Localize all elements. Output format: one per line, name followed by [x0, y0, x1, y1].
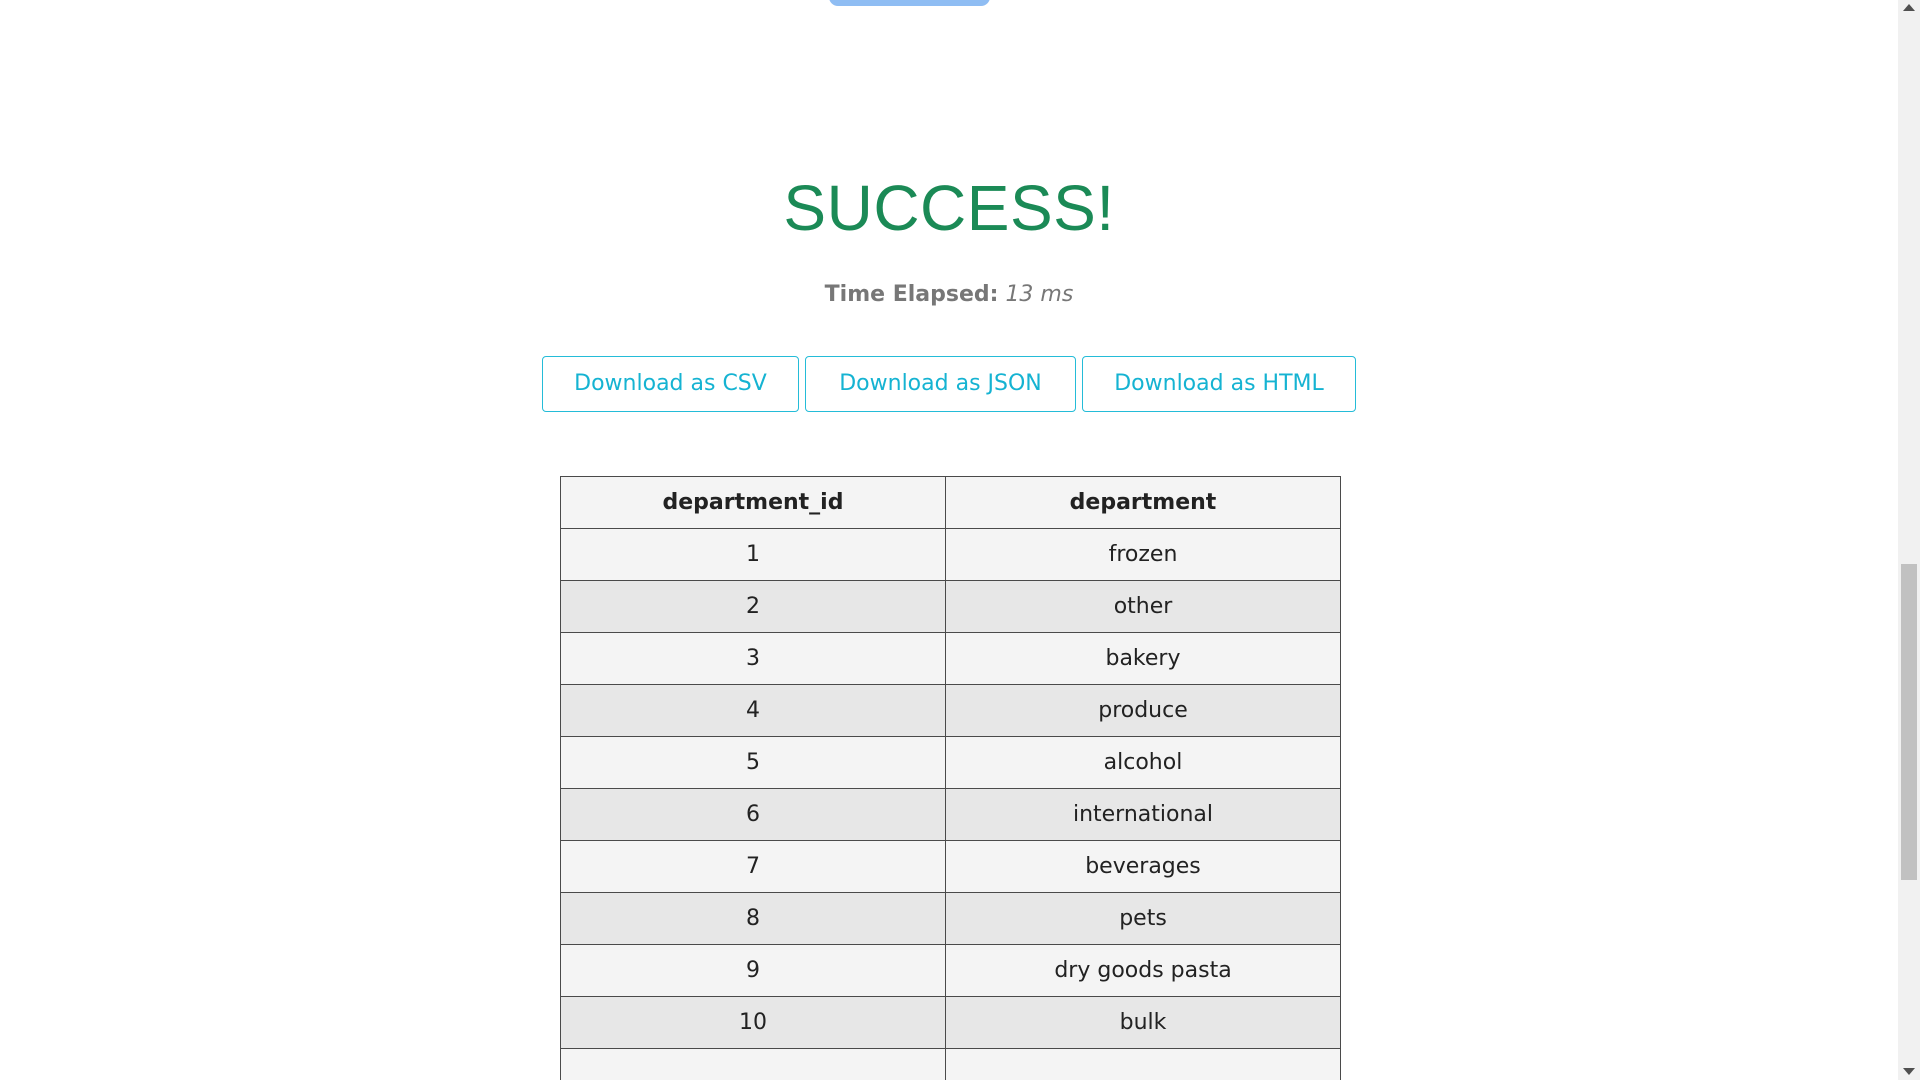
download-csv-button[interactable]: Download as CSV — [542, 356, 799, 412]
department-cell: beverages — [946, 841, 1341, 893]
table-row — [561, 737, 1341, 789]
table-row — [561, 633, 1341, 685]
table-header-row — [561, 477, 1341, 529]
table-row — [561, 529, 1341, 581]
time-elapsed — [0, 281, 1898, 309]
download-button-group — [542, 356, 1356, 412]
download-html-button[interactable]: Download as HTML — [1082, 356, 1356, 412]
run-query-button[interactable] — [829, 0, 990, 6]
column-header-department: department — [946, 477, 1341, 529]
department-cell: other — [946, 581, 1341, 633]
table-row — [561, 685, 1341, 737]
department-id-cell: 6 — [561, 789, 946, 841]
department-id-cell — [561, 1049, 946, 1080]
department-cell: pets — [946, 893, 1341, 945]
time-elapsed-value: 13 ms — [1005, 282, 1074, 307]
table-row — [561, 1049, 1341, 1080]
table-row — [561, 581, 1341, 633]
department-cell: international — [946, 789, 1341, 841]
table-row — [561, 841, 1341, 893]
department-cell: dry goods pasta — [946, 945, 1341, 997]
download-json-button[interactable]: Download as JSON — [805, 356, 1076, 412]
department-cell: bulk — [946, 997, 1341, 1049]
department-cell — [946, 1049, 1341, 1080]
column-header-department-id: department_id — [561, 477, 946, 529]
department-id-cell: 10 — [561, 997, 946, 1049]
scroll-up-arrow-icon[interactable] — [1903, 4, 1915, 11]
table-row — [561, 997, 1341, 1049]
department-id-cell: 3 — [561, 633, 946, 685]
time-elapsed-label: Time Elapsed: — [824, 282, 999, 307]
vertical-scrollbar[interactable] — [1898, 0, 1920, 1080]
results-table — [560, 476, 1341, 1080]
table-row — [561, 893, 1341, 945]
department-cell: produce — [946, 685, 1341, 737]
department-id-cell: 8 — [561, 893, 946, 945]
department-id-cell: 1 — [561, 529, 946, 581]
department-cell: bakery — [946, 633, 1341, 685]
department-id-cell: 5 — [561, 737, 946, 789]
department-cell: alcohol — [946, 737, 1341, 789]
scrollbar-thumb[interactable] — [1901, 564, 1917, 880]
department-id-cell: 2 — [561, 581, 946, 633]
department-id-cell: 4 — [561, 685, 946, 737]
table-row — [561, 789, 1341, 841]
department-cell: frozen — [946, 529, 1341, 581]
table-row — [561, 945, 1341, 997]
scroll-down-arrow-icon[interactable] — [1903, 1068, 1915, 1075]
department-id-cell: 9 — [561, 945, 946, 997]
department-id-cell: 7 — [561, 841, 946, 893]
success-title: SUCCESS! — [783, 172, 1115, 244]
